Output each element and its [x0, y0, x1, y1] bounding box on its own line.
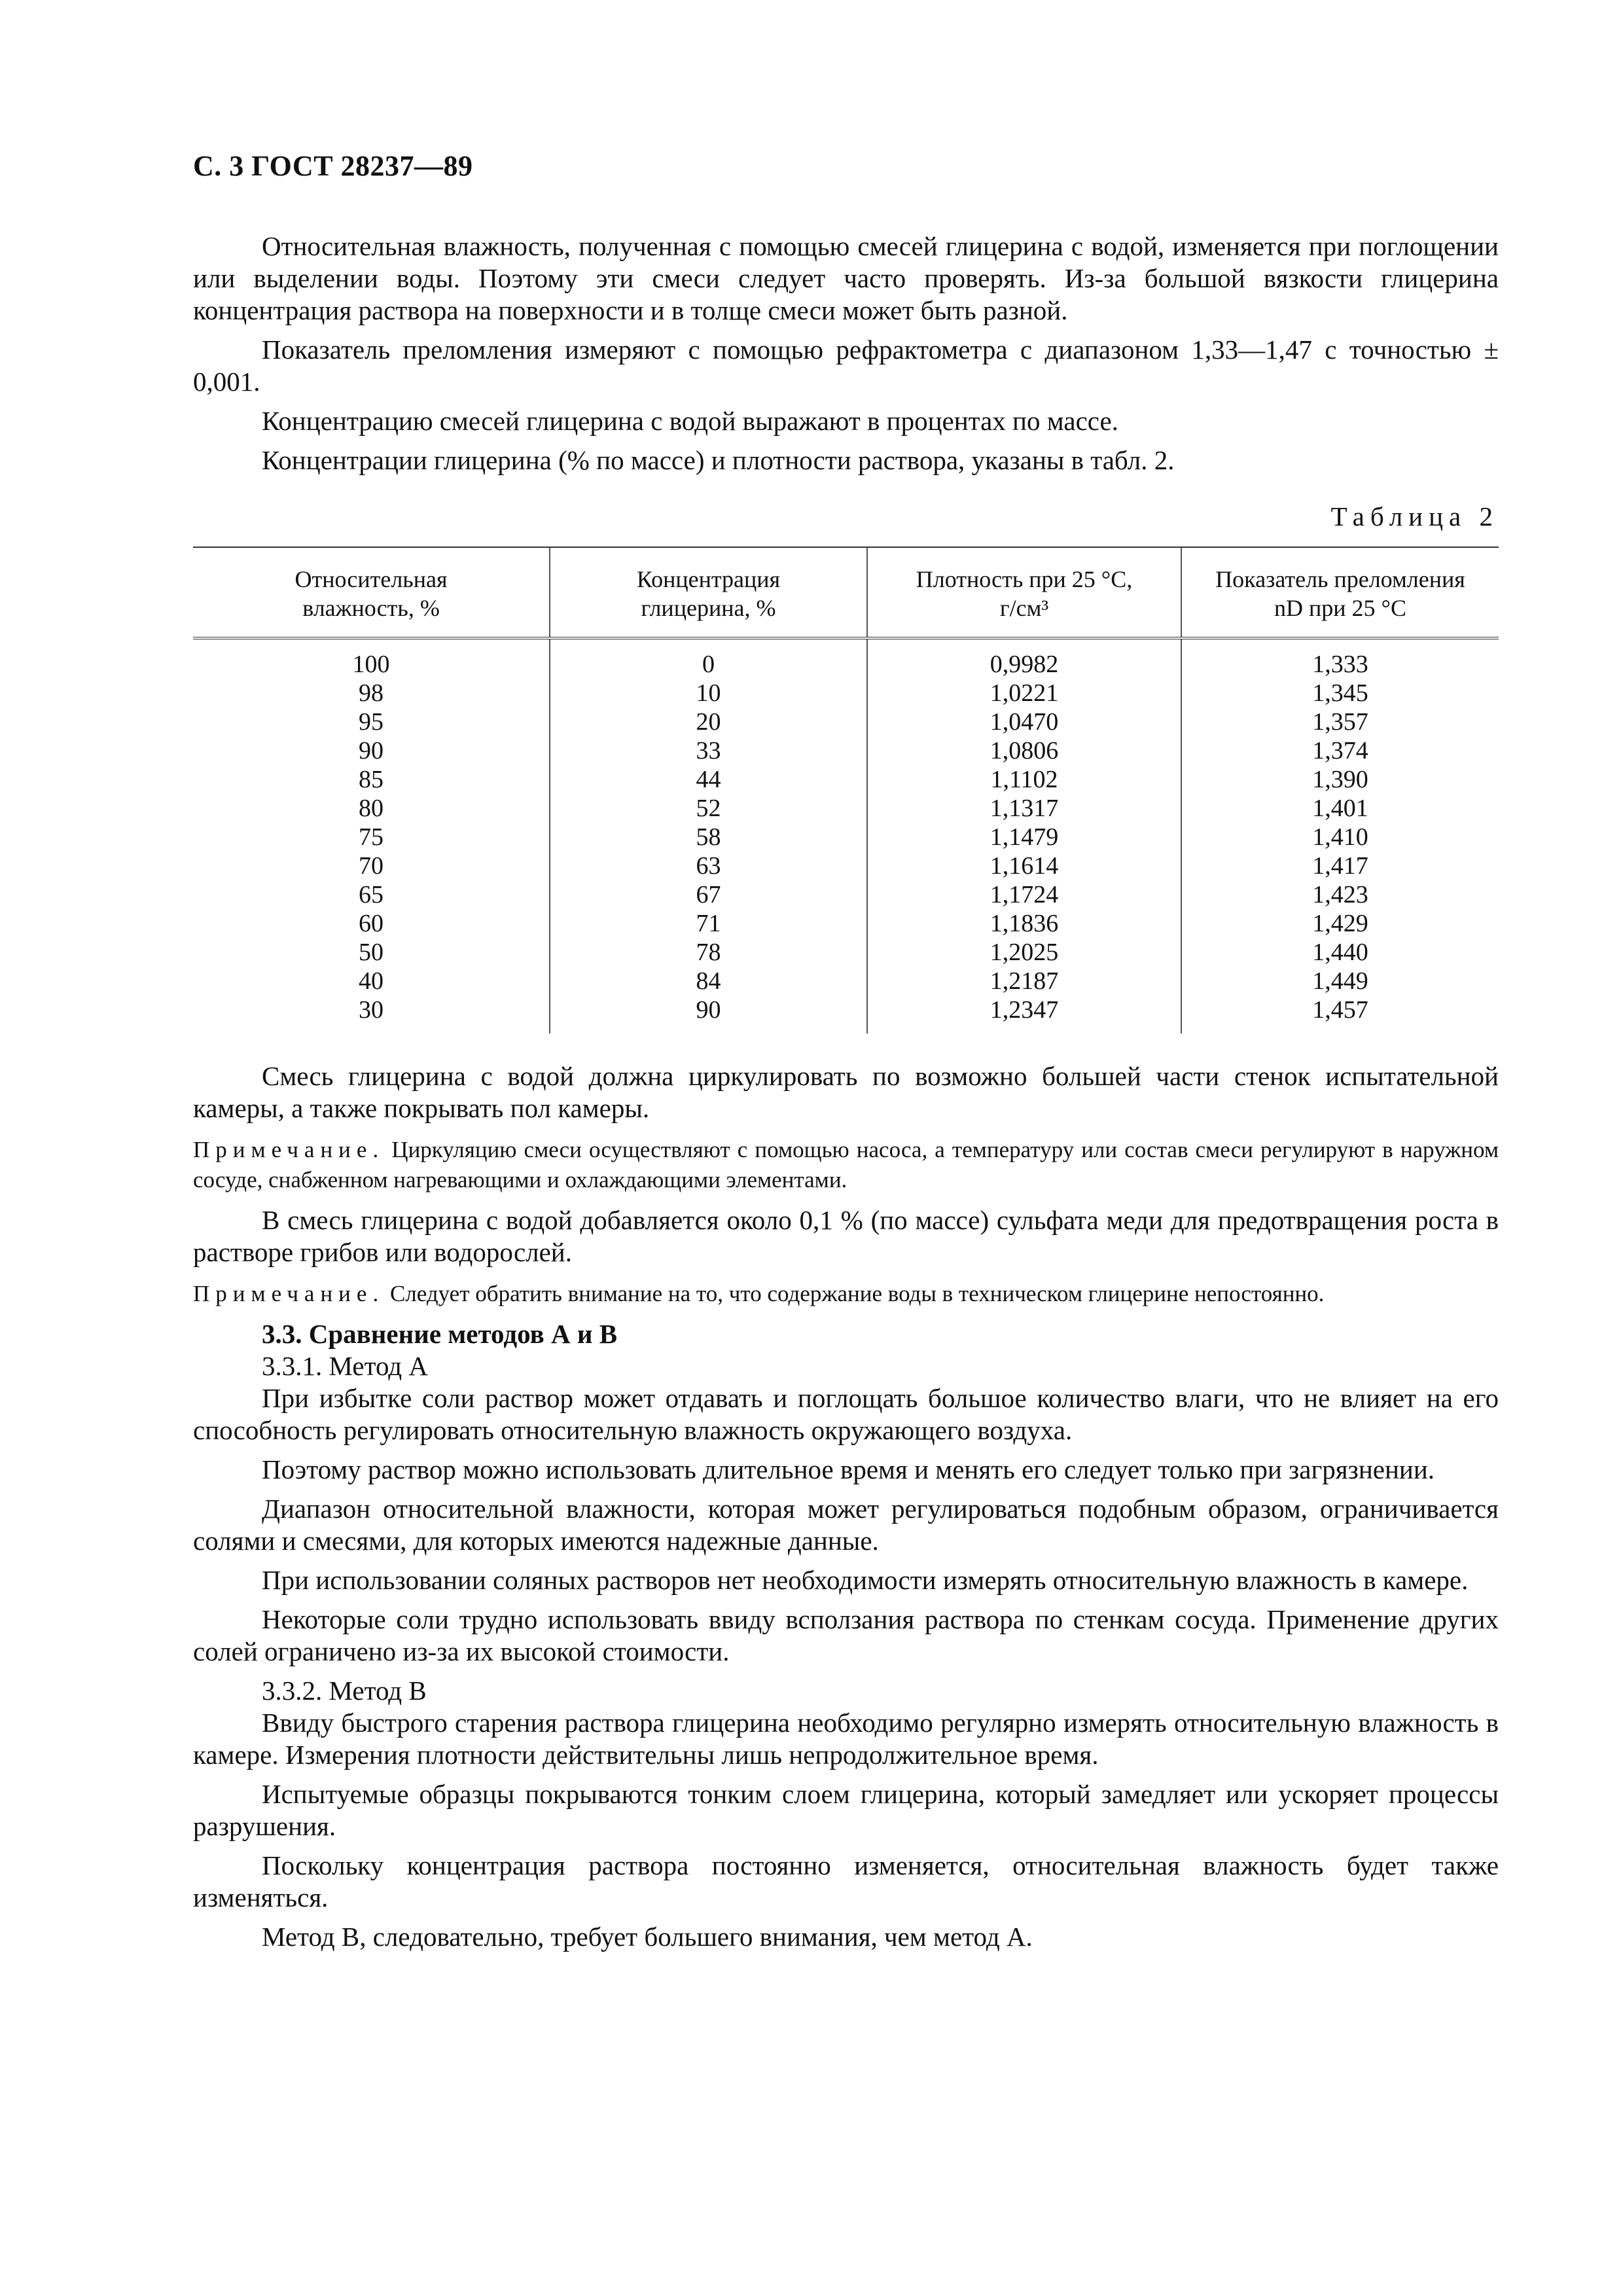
table-cell: 50: [359, 939, 383, 966]
table-row: [193, 765, 1499, 794]
table-cell: 1,2347: [867, 996, 1181, 1033]
table-cell: 1,449: [1181, 967, 1499, 996]
density-table: [193, 547, 1499, 1033]
body-paragraph: При избытке соли раствор может отдавать и поглощать большое количество влаги, что не влияет на его способность регулировать относительную влажность окружающего воздуха.: [193, 1383, 1499, 1445]
note: [193, 1135, 1499, 1195]
column-header-line: Концентрация: [636, 566, 781, 592]
table-row: [193, 638, 1499, 679]
table-row: [193, 938, 1499, 967]
subsection-title-method-b: 3.3.2. Метод В: [262, 1676, 427, 1706]
body-paragraph: Поэтому раствор можно использовать длительное время и менять его следует только при загрязнении.: [262, 1454, 1435, 1484]
table-cell: 1,1479: [867, 823, 1181, 852]
note-text: Следует обратить внимание на то, что содержание воды в техническом глицерине непостоянно.: [389, 1281, 1325, 1306]
table-cell: 52: [550, 794, 867, 823]
table-cell: 1,440: [1181, 938, 1499, 967]
table-cell: 95: [359, 708, 383, 736]
column-header-line: Плотность при 25 °C,: [916, 566, 1133, 592]
table-cell: 90: [359, 737, 383, 764]
column-header-humidity: [193, 547, 550, 638]
table-cell: 1,1724: [867, 880, 1181, 909]
note-text: Циркуляцию смеси осуществляют с помощью насоса, а температуру или состав смеси регулируют в наружном сосуде, снабженном нагревающими и охлаждающими элементами.: [193, 1137, 1499, 1193]
table-cell: 1,0470: [867, 708, 1181, 736]
intro-paragraph: Относительная влажность, полученная с помощью смесей глицерина с водой, изменяется при поглощении или выделении воды. Поэтому эти смеси следует часто проверять. Из-за большой вязкости глицерина концентрация раствора на поверхности и в толще смеси может быть разной.: [193, 231, 1499, 325]
body-paragraph: Испытуемые образцы покрываются тонким слоем глицерина, который замедляет или ускоряет процессы разрушения.: [193, 1779, 1499, 1841]
table-cell: 0: [550, 638, 867, 679]
section-title: 3.3. Сравнение методов А и В: [262, 1319, 618, 1349]
table-cell: 1,423: [1181, 880, 1499, 909]
column-header-line: nD при 25 °C: [1274, 595, 1406, 621]
table-row: [193, 996, 1499, 1033]
table-cell: 1,0221: [867, 679, 1181, 708]
table-cell: 1,457: [1181, 996, 1499, 1033]
table-cell: 1,0806: [867, 736, 1181, 765]
table-cell: 1,357: [1181, 708, 1499, 736]
table-cell: 1,390: [1181, 765, 1499, 794]
table-row: [193, 880, 1499, 909]
table-cell: 71: [550, 909, 867, 938]
table-cell: 1,429: [1181, 909, 1499, 938]
table-cell: 58: [550, 823, 867, 852]
column-header-refraction: [1181, 547, 1499, 638]
intro-paragraph: Концентрацию смесей глицерина с водой выражают в процентах по массе.: [262, 406, 1118, 436]
table-cell: 1,401: [1181, 794, 1499, 823]
table-cell: 90: [550, 996, 867, 1033]
body-text: [193, 1060, 1499, 1960]
page-header: С. 3 ГОСТ 28237—89: [193, 150, 473, 182]
table-cell: 100: [352, 651, 390, 678]
table-row: [193, 852, 1499, 880]
column-header-line: глицерина, %: [641, 595, 776, 621]
table-cell: 70: [359, 852, 383, 880]
table-cell: 10: [550, 679, 867, 708]
table-cell: 1,374: [1181, 736, 1499, 765]
table-cell: 40: [359, 967, 383, 995]
table-body: [193, 638, 1499, 1033]
table-cell: 80: [359, 795, 383, 822]
table-cell: 44: [550, 765, 867, 794]
body-paragraph: Метод В, следовательно, требует большего внимания, чем метод А.: [262, 1922, 1033, 1952]
note-label: Примечание.: [193, 1137, 385, 1162]
body-paragraph: Смесь глицерина с водой должна циркулировать по возможно большей части стенок испытательной камеры, а также покрывать пол камеры.: [193, 1061, 1499, 1123]
table-row: [193, 708, 1499, 736]
table-cell: 30: [359, 996, 383, 1024]
table-cell: 60: [359, 910, 383, 937]
body-paragraph: Поскольку концентрация раствора постоянно изменяется, относительная влажность будет также изменяться.: [193, 1850, 1499, 1912]
column-header-line: влажность, %: [302, 595, 440, 621]
column-header-line: Показатель преломления: [1215, 566, 1465, 592]
table-row: [193, 794, 1499, 823]
table-caption: Таблица 2: [1330, 501, 1499, 531]
table-cell: 1,1836: [867, 909, 1181, 938]
subsection-title-method-a: 3.3.1. Метод А: [262, 1351, 429, 1381]
intro-paragraph: Показатель преломления измеряют с помощью рефрактометра с диапазоном 1,33—1,47 с точностью ± 0,001.: [193, 334, 1499, 397]
column-header-concentration: [550, 547, 867, 638]
table-row: [193, 909, 1499, 938]
body-paragraph: Некоторые соли трудно использовать ввиду всползания раствора по стенкам сосуда. Применение других солей ограничено из-за их высокой стоимости.: [193, 1604, 1499, 1666]
column-header-line: г/см³: [999, 595, 1049, 621]
table-cell: 0,9982: [867, 638, 1181, 679]
table-cell: 98: [359, 679, 383, 707]
body-paragraph: При использовании соляных растворов нет необходимости измерять относительную влажность в камере.: [262, 1565, 1469, 1595]
table-cell: 75: [359, 823, 383, 851]
intro-text: [193, 230, 1499, 484]
table-header-row: [193, 547, 1499, 638]
table-cell: 1,345: [1181, 679, 1499, 708]
table-cell: 84: [550, 967, 867, 996]
table-cell: 1,1102: [867, 765, 1181, 794]
table-cell: 33: [550, 736, 867, 765]
body-paragraph: Ввиду быстрого старения раствора глицерина необходимо регулярно измерять относительную влажность в камере. Измерения плотности действительны лишь непродолжительное время.: [193, 1708, 1499, 1770]
table-cell: 1,2187: [867, 967, 1181, 996]
table-row: [193, 823, 1499, 852]
table-cell: 1,410: [1181, 823, 1499, 852]
table-cell: 1,1614: [867, 852, 1181, 880]
table-cell: 1,1317: [867, 794, 1181, 823]
note-label: Примечание.: [193, 1281, 385, 1306]
table-row: [193, 679, 1499, 708]
column-header-line: Относительная: [294, 566, 448, 592]
table-cell: 78: [550, 938, 867, 967]
table-cell: 1,417: [1181, 852, 1499, 880]
table-cell: 1,2025: [867, 938, 1181, 967]
column-header-density: [867, 547, 1181, 638]
table-row: [193, 967, 1499, 996]
body-paragraph: Диапазон относительной влажности, которая может регулироваться подобным образом, ограничивается солями и смесями, для которых имеются надежные данные.: [193, 1494, 1499, 1556]
table-row: [193, 736, 1499, 765]
table-cell: 63: [550, 852, 867, 880]
table-cell: 85: [359, 766, 383, 793]
table-cell: 20: [550, 708, 867, 736]
table-cell: 65: [359, 881, 383, 908]
body-paragraph: В смесь глицерина с водой добавляется около 0,1 % (по массе) сульфата меди для предотвращения роста в растворе грибов или водорослей.: [193, 1205, 1499, 1267]
table-cell: 67: [550, 880, 867, 909]
note: [193, 1279, 1499, 1309]
table-cell: 1,333: [1181, 638, 1499, 679]
intro-paragraph: Концентрации глицерина (% по массе) и плотности раствора, указаны в табл. 2.: [262, 445, 1175, 475]
